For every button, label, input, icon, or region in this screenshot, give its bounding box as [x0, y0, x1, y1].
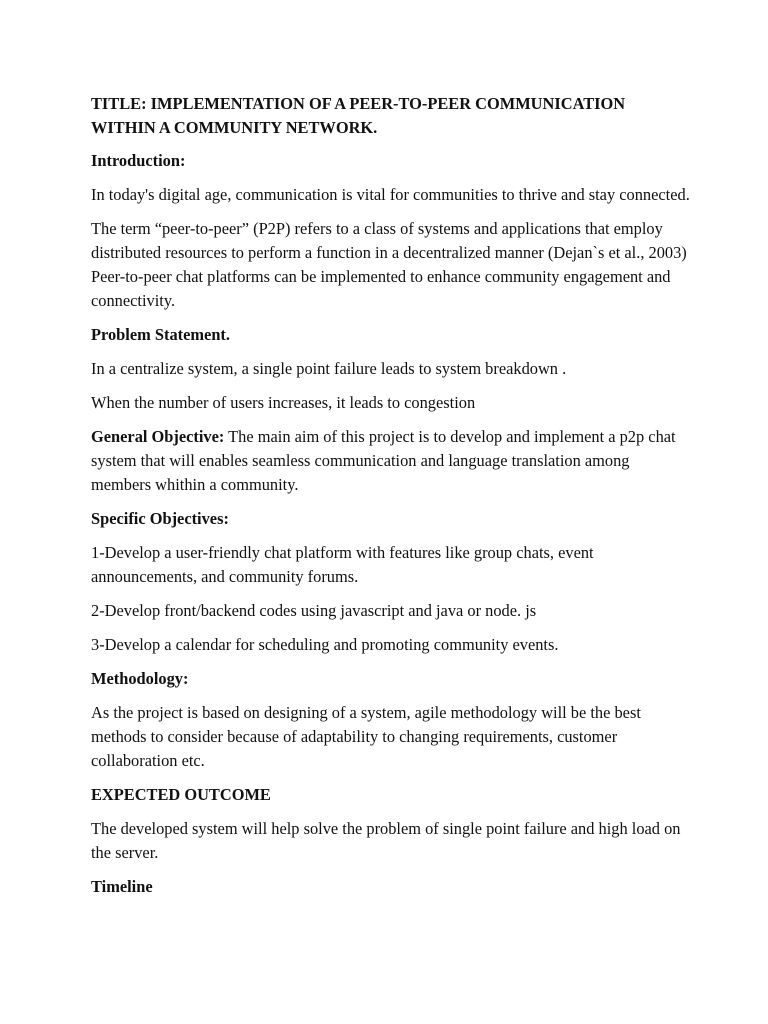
general-objective-heading: General Objective:	[91, 427, 225, 446]
introduction-paragraph: The term “peer-to-peer” (P2P) refers to a class of systems and applications that employ distributed resources to perform a function in a decentralized manner (Dejan`s et al., 2003) Peer-to-peer chat platforms can be implemented to enhance community engagement and connectivity.	[91, 219, 687, 310]
problem-statement-heading: Problem Statement.	[91, 325, 230, 344]
expected-outcome-heading: EXPECTED OUTCOME	[91, 785, 271, 804]
problem-statement-paragraph: When the number of users increases, it leads to congestion	[91, 393, 476, 412]
methodology-heading: Methodology:	[91, 669, 189, 688]
expected-outcome-paragraph: The developed system will help solve the problem of single point failure and high load on the server.	[91, 819, 681, 862]
specific-objective-item: 1-Develop a user-friendly chat platform with features like group chats, event announcements, and community forums.	[91, 543, 594, 586]
introduction-paragraph: In today's digital age, communication is vital for communities to thrive and stay connected.	[91, 185, 690, 204]
introduction-heading: Introduction:	[91, 151, 186, 170]
specific-objectives-heading: Specific Objectives:	[91, 509, 229, 528]
specific-objective-item: 2-Develop front/backend codes using javascript and java or node. js	[91, 601, 537, 620]
document-title: TITLE: IMPLEMENTATION OF A PEER-TO-PEER COMMUNICATION WITHIN A COMMUNITY NETWORK.	[91, 94, 626, 137]
general-objective-paragraph	[91, 425, 691, 497]
specific-objective-item: 3-Develop a calendar for scheduling and promoting community events.	[91, 635, 559, 654]
timeline-heading: Timeline	[91, 877, 153, 896]
methodology-paragraph: As the project is based on designing of a system, agile methodology will be the best methods to consider because of adaptability to changing requirements, customer collaboration etc.	[91, 703, 641, 770]
document-page	[91, 92, 691, 909]
general-objective-text: The main aim of this project is to develop and implement a p2p chat system that will enables seamless communication and language translation among members whithin a community.	[91, 427, 676, 494]
problem-statement-paragraph: In a centralize system, a single point failure leads to system breakdown .	[91, 359, 567, 378]
